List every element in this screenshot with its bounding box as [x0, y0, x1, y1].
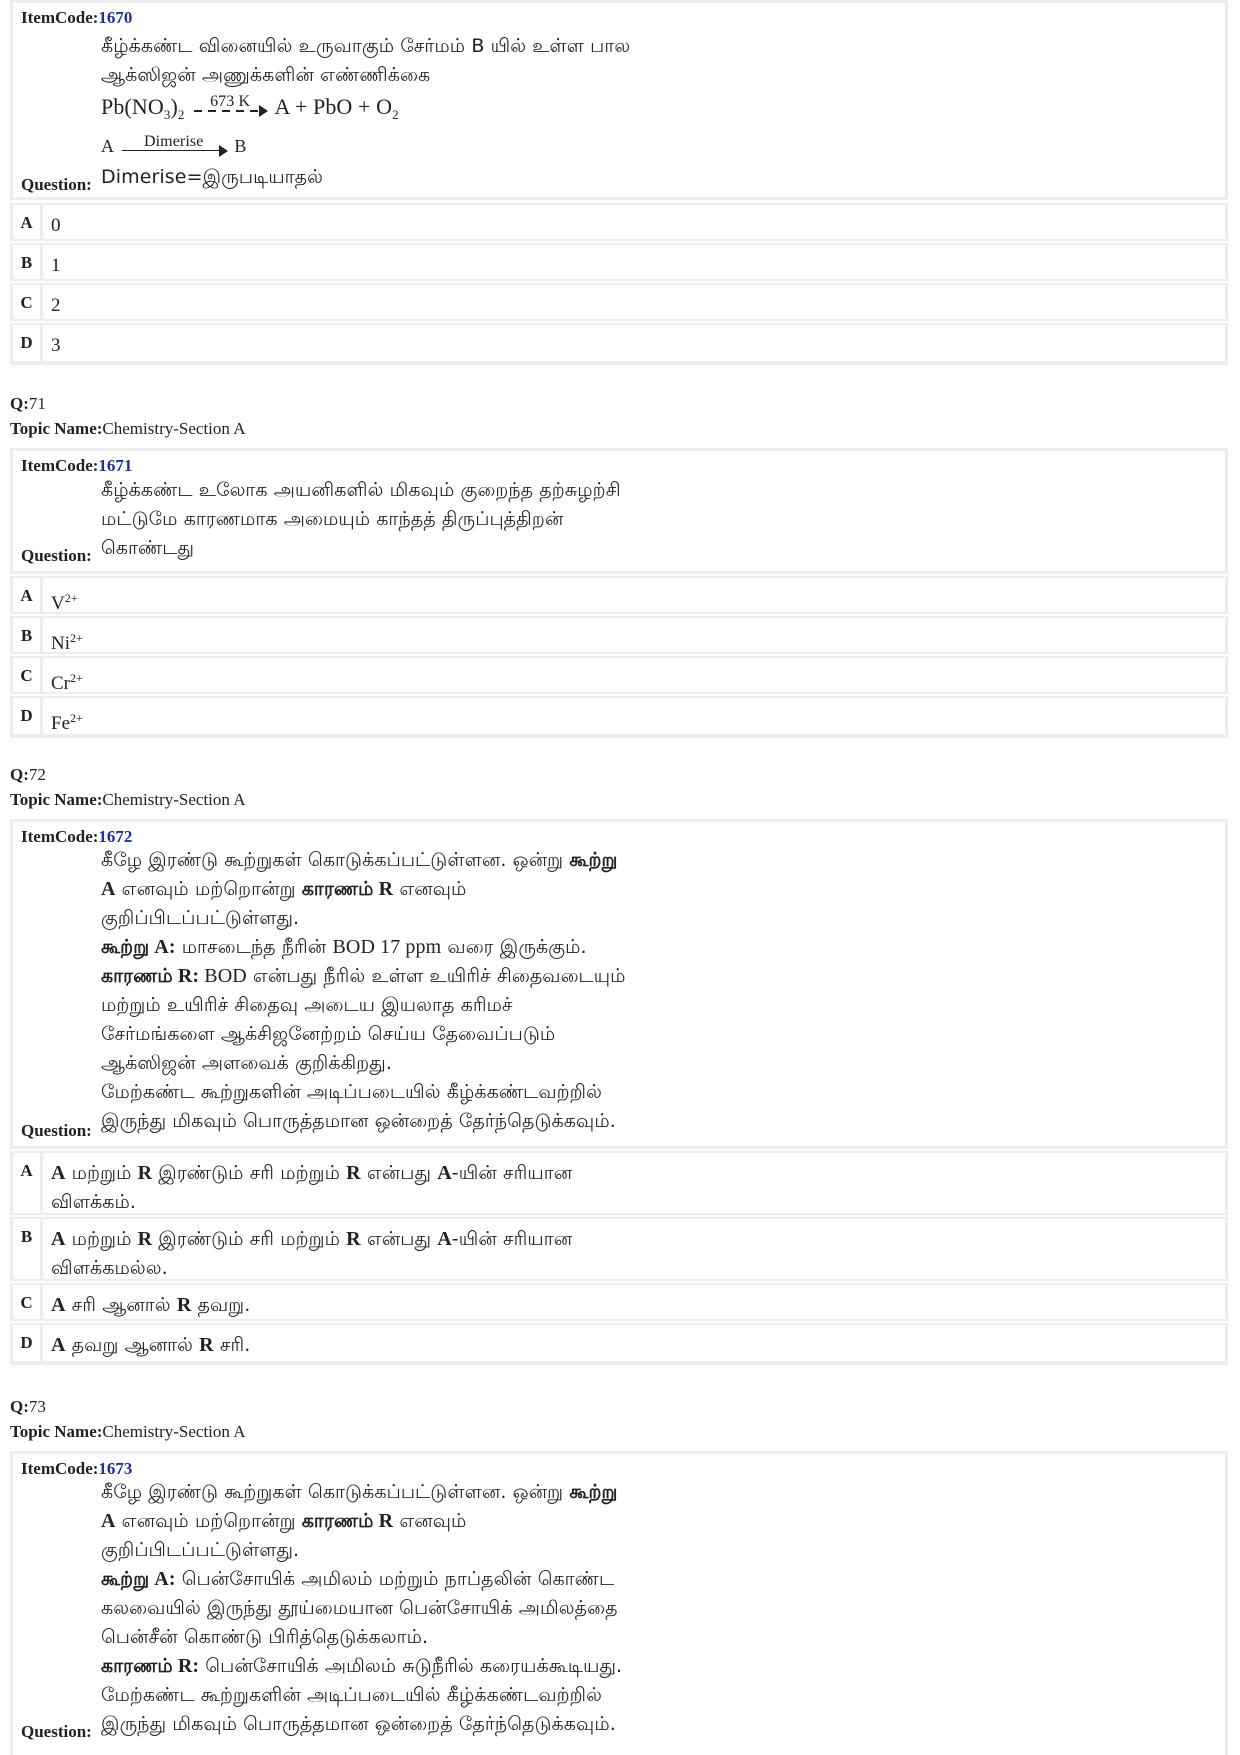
topic-name [10, 1420, 245, 1444]
topic-name [10, 417, 245, 441]
item-code [21, 827, 132, 847]
option-text [51, 1159, 572, 1217]
question-line [101, 875, 626, 904]
text: கீழே இரண்டு கூற்றுகள் கொடுக்கப்பட்டுள்ளன. ஒன்று [101, 849, 570, 871]
label-A: A [51, 1228, 66, 1250]
option-letter: A [13, 205, 43, 239]
option-A[interactable] [10, 1151, 1228, 1215]
option-text [51, 704, 83, 738]
bod-term: BOD [199, 965, 247, 987]
q-label: Q: [10, 765, 29, 784]
eq-reactant: Pb(NO [101, 94, 164, 119]
arrow-line [194, 110, 266, 112]
option-D[interactable] [10, 696, 1228, 738]
question-line: கலவையில் இருந்து தூய்மையான பென்சோயிக் அமிலத்தை [101, 1597, 618, 1619]
term-assertion: கூற்று [101, 936, 150, 958]
question-number [10, 1395, 46, 1419]
question-line: கீழ்க்கண்ட வினையில் உருவாகும் சேர்மம் B யில் உள்ள பால [101, 35, 631, 57]
eq-sub: 2 [177, 107, 185, 122]
item-code-value: 1672 [98, 827, 133, 846]
ion-charge: 2+ [70, 711, 83, 725]
ion-symbol: Ni [51, 633, 70, 654]
ion-symbol: Cr [51, 673, 70, 694]
option-letter: C [13, 1285, 43, 1319]
option-B[interactable] [10, 1217, 1228, 1281]
question-line: சேர்மங்களை ஆக்சிஜனேற்றம் செய்ய தேவைப்படும் [101, 1023, 556, 1045]
option-letter: B [13, 618, 43, 652]
label-R: R [176, 1294, 192, 1316]
question-line: மேற்கண்ட கூற்றுகளின் அடிப்படையில் கீழ்க்கண்டவற்றில் [101, 1684, 603, 1706]
topic-value: Chemistry-Section A [102, 419, 246, 438]
label-R: R [137, 1162, 153, 1184]
question-text [101, 476, 621, 563]
question-text [101, 846, 626, 1136]
text: கீழே இரண்டு கூற்றுகள் கொடுக்கப்பட்டுள்ளன. ஒன்று [101, 1481, 570, 1503]
option-letter: A [13, 1153, 43, 1213]
option-A[interactable] [10, 203, 1228, 241]
label-A: A [101, 878, 116, 900]
question-line: மற்றும் உயிரிச் சிதைவு அடைய இயலாத கரிமச் [101, 994, 513, 1016]
option-letter: C [13, 285, 43, 319]
item-code-value: 1670 [98, 8, 133, 27]
text: எனவும் [393, 1510, 467, 1532]
question-label: Question: [21, 175, 92, 194]
label-A: A: [149, 1568, 176, 1590]
q-number: 72 [28, 765, 46, 784]
dimerise-equation [101, 132, 630, 160]
question-line: குறிப்பிடப்பட்டுள்ளது. [101, 907, 300, 929]
label-A: A: [149, 936, 176, 958]
label-A: A [51, 1334, 66, 1356]
q-number: 73 [28, 1397, 46, 1416]
bod-value: BOD 17 ppm [332, 936, 442, 958]
question-line: கொண்டது [101, 537, 195, 559]
option-C[interactable] [10, 283, 1228, 321]
item-code [21, 8, 132, 28]
text: தவறு ஆனால் [65, 1334, 200, 1356]
option-B[interactable] [10, 616, 1228, 654]
question-block-1673 [10, 1451, 1228, 1755]
item-code-label: ItemCode: [21, 8, 99, 27]
arrow-condition: 673 K [210, 93, 251, 110]
item-code [21, 456, 132, 476]
question-block-1670 [10, 0, 1228, 200]
text: தவறு. [191, 1294, 251, 1316]
question-line: பென்சீன் கொண்டு பிரித்தெடுக்கலாம். [101, 1626, 429, 1648]
term-assertion: கூற்று [101, 1568, 150, 1590]
text: விளக்கமல்ல. [51, 1257, 168, 1279]
ion-charge: 2+ [70, 631, 83, 645]
eq-paren: ) [170, 94, 178, 119]
question-line: மட்டுமே காரணமாக அமையும் காந்தத் திருப்புத்திறன் [101, 508, 564, 530]
text: என்பது நீரில் உள்ள உயிரிச் சிதைவடையும் [246, 965, 626, 987]
topic-value: Chemistry-Section A [102, 1422, 246, 1441]
item-code-label: ItemCode: [21, 456, 99, 475]
topic-value: Chemistry-Section A [102, 790, 246, 809]
text: சரி. [213, 1334, 251, 1356]
text: விளக்கம். [51, 1191, 136, 1213]
option-letter: A [13, 578, 43, 612]
text: -யின் சரியான [451, 1162, 573, 1184]
label-R: R: [172, 965, 200, 987]
item-code-value: 1673 [98, 1459, 133, 1478]
question-line: இருந்து மிகவும் பொருத்தமான ஒன்றைத் தேர்ந்தெடுக்கவும். [101, 1713, 616, 1735]
option-text: 0 [51, 215, 61, 236]
q-number: 71 [28, 394, 46, 413]
text: மற்றும் [65, 1162, 138, 1184]
option-text: 2 [51, 295, 61, 316]
text: மற்றும் [65, 1228, 138, 1250]
question-line [101, 1652, 622, 1681]
term-reason: காரணம் [301, 878, 374, 900]
text: -யின் சரியான [451, 1228, 573, 1250]
label-A: A [437, 1228, 452, 1250]
question-block-1672 [10, 819, 1228, 1149]
label-R: R [346, 1228, 361, 1250]
topic-label: Topic Name: [10, 1422, 103, 1441]
question-line: ஆக்ஸிஜன் அணுக்களின் எண்ணிக்கை [101, 64, 431, 86]
question-line: கீழ்க்கண்ட உலோக அயனிகளில் மிகவும் குறைந்த தற்சுழற்சி [101, 479, 621, 501]
arrow-condition: Dimerise [143, 133, 204, 150]
topic-name [10, 788, 245, 812]
option-text: 1 [51, 255, 61, 276]
question-last-line: Dimerise=இருபடியாதல் [101, 166, 324, 188]
option-letter: D [13, 698, 43, 734]
arrow-line [122, 150, 226, 151]
term-reason: காரணம் [301, 1510, 374, 1532]
item-code-label: ItemCode: [21, 1459, 99, 1478]
option-C[interactable] [10, 656, 1228, 694]
question-line: இருந்து மிகவும் பொருத்தமான ஒன்றைத் தேர்ந்தெடுக்கவும். [101, 1110, 616, 1132]
option-A[interactable] [10, 576, 1228, 614]
label-R: R [373, 878, 394, 900]
text: இரண்டும் சரி மற்றும் [152, 1228, 347, 1250]
label-A: A [101, 1510, 116, 1532]
question-label: Question: [21, 1722, 92, 1741]
text: எனவும் மற்றொன்று [115, 1510, 302, 1532]
question-label: Question: [21, 1121, 92, 1140]
term-assertion: கூற்று [569, 849, 618, 871]
option-text [51, 1225, 572, 1283]
label-R: R: [172, 1655, 200, 1677]
question-text [101, 32, 630, 160]
text: பென்சோயிக் அமிலம் மற்றும் நாப்தலின் கொண்ட [175, 1568, 615, 1590]
eq-product: B [234, 136, 247, 156]
question-line [101, 1565, 622, 1594]
option-text [51, 1291, 250, 1320]
option-text [51, 624, 83, 658]
option-letter: D [13, 1325, 43, 1361]
question-line [101, 846, 626, 875]
text: என்பது [360, 1228, 438, 1250]
text: எனவும் மற்றொன்று [115, 878, 302, 900]
question-line: குறிப்பிடப்பட்டுள்ளது. [101, 1539, 300, 1561]
item-code-value: 1671 [98, 456, 133, 475]
question-line [101, 1478, 622, 1507]
option-text [51, 584, 78, 618]
text: மாசடைந்த நீரின் [175, 936, 333, 958]
text: எனவும் [393, 878, 467, 900]
reaction-arrow [194, 94, 266, 112]
text: வரை இருக்கும். [441, 936, 587, 958]
option-letter: B [13, 1219, 43, 1279]
option-text [51, 664, 83, 698]
question-text [101, 1478, 622, 1739]
question-line [101, 962, 626, 991]
eq-sub: 3 [163, 107, 171, 122]
reaction-arrow [122, 134, 226, 151]
label-R: R [199, 1334, 214, 1356]
question-block-1671 [10, 448, 1228, 574]
topic-label: Topic Name: [10, 790, 103, 809]
eq-reactant: A [101, 136, 114, 156]
question-line [101, 1507, 622, 1536]
question-line: மேற்கண்ட கூற்றுகளின் அடிப்படையில் கீழ்க்கண்டவற்றில் [101, 1081, 603, 1103]
label-A: A [51, 1294, 66, 1316]
option-D[interactable] [10, 1323, 1228, 1365]
q-label: Q: [10, 394, 29, 413]
label-A: A [437, 1162, 452, 1184]
label-A: A [51, 1162, 66, 1184]
text: சரி ஆனால் [65, 1294, 177, 1316]
question-line: ஆக்ஸிஜன் அளவைக் குறிக்கிறது. [101, 1052, 393, 1074]
topic-label: Topic Name: [10, 419, 103, 438]
label-R: R [346, 1162, 361, 1184]
term-assertion: கூற்று [569, 1481, 618, 1503]
option-text: 3 [51, 335, 61, 356]
ion-symbol: V [51, 593, 65, 614]
reaction-equation [101, 92, 630, 132]
ion-symbol: Fe [51, 713, 70, 734]
question-line [101, 933, 626, 962]
label-R: R [373, 1510, 394, 1532]
option-letter: D [13, 325, 43, 361]
ion-charge: 2+ [64, 591, 78, 605]
term-reason: காரணம் [101, 1655, 173, 1677]
eq-products: A + PbO + O [274, 94, 393, 119]
option-text [51, 1331, 250, 1360]
option-C[interactable] [10, 1283, 1228, 1321]
question-label: Question: [21, 546, 92, 565]
question-number [10, 763, 46, 787]
q-label: Q: [10, 1397, 29, 1416]
text: பென்சோயிக் அமிலம் சுடுநீரில் கரையக்கூடியது. [199, 1655, 623, 1677]
option-B[interactable] [10, 243, 1228, 281]
question-number [10, 392, 46, 416]
item-code-label: ItemCode: [21, 827, 99, 846]
item-code [21, 1459, 132, 1479]
text: இரண்டும் சரி மற்றும் [152, 1162, 347, 1184]
eq-sub: 2 [392, 107, 399, 122]
label-R: R [137, 1228, 153, 1250]
option-D[interactable] [10, 323, 1228, 365]
option-letter: B [13, 245, 43, 279]
term-reason: காரணம் [101, 965, 173, 987]
option-letter: C [13, 658, 43, 692]
text: என்பது [360, 1162, 438, 1184]
ion-charge: 2+ [70, 671, 83, 685]
